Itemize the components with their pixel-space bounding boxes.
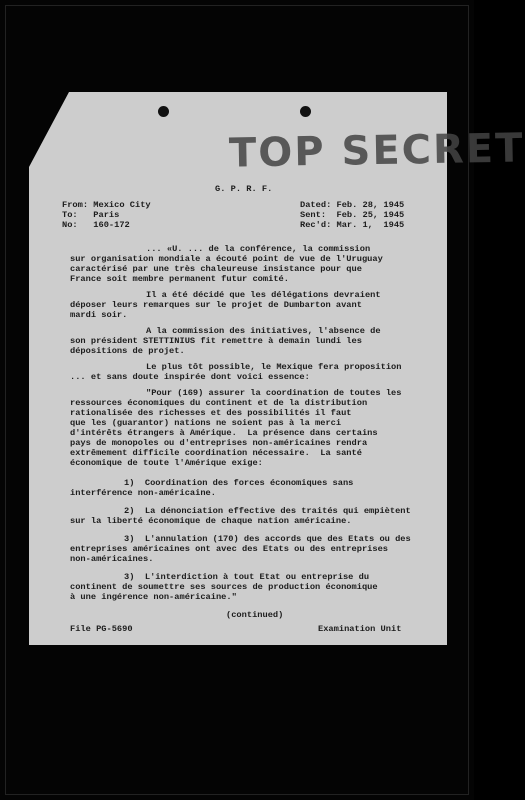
body-line: 1) Coordination des forces économiques sans [124,478,354,488]
body-line: interférence non-américaine. [70,488,216,498]
body-line: caractérisé par une très chaleureuse insistance pour que [70,264,362,274]
body-line: à une ingérence non-américaine." [70,592,237,602]
body-line: son président STETTINIUS fit remettre à demain lundi les [70,336,362,346]
body-line: 3) L'annulation (170) des accords que des Etats ou des [124,534,411,544]
number-line: No: 160-172 [62,220,130,230]
body-line: que les (guarantor) nations ne soient pas à la merci [70,418,342,428]
body-line: Le plus tôt possible, le Mexique fera proposition [146,362,402,372]
body-line: extrêmement difficile coordination nécessaire. La santé [70,448,362,458]
continued-label: (continued) [226,610,284,620]
body-line: ... «U. ... de la conférence, la commission [146,244,371,254]
dated-line: Dated: Feb. 28, 1945 [300,200,405,210]
body-line: d'intérêts étrangers à Amérique. La présence dans certains [70,428,378,438]
body-line: déposer leurs remarques sur le projet de Dumbarton avant [70,300,362,310]
body-line: sur organisation mondiale a écouté point de vue de l'Uruguay [70,254,383,264]
body-line: ressources économiques du continent et de la distribution [70,398,368,408]
body-line: non-américaines. [70,554,154,564]
body-line: pays de monopoles ou d'entreprises non-américaines rendra [70,438,368,448]
body-line: sur la liberté économique de chaque nation américaine. [70,516,352,526]
body-line: "Pour (169) assurer la coordination de toutes les [146,388,402,398]
body-line: dépositions de projet. [70,346,185,356]
punch-hole-right [300,106,311,117]
punch-hole-left [158,106,169,117]
examination-unit: Examination Unit [318,624,402,634]
header-code: G. P. R. F. [215,184,273,194]
body-line: rationalisée des richesses et des possibilités il faut [70,408,352,418]
body-line: mardi soir. [70,310,128,320]
body-line: France soit membre permanent futur comité. [70,274,289,284]
from-line: From: Mexico City [62,200,151,210]
top-secret-stamp: TOP SECRET [228,125,525,177]
sent-line: Sent: Feb. 25, 1945 [300,210,405,220]
body-line: A la commission des initiatives, l'absence de [146,326,381,336]
file-reference: File PG-5690 [70,624,133,634]
to-line: To: Paris [62,210,120,220]
body-line: 3) L'interdiction à tout Etat ou entreprise du [124,572,370,582]
body-line: entreprises américaines ont avec des Etats ou des entreprises [70,544,389,554]
body-line: 2) La dénonciation effective des traités qui empiètent [124,506,411,516]
body-line: continent de soumettre ses sources de production économique [70,582,378,592]
body-line: ... et sans doute inspirée dont voici essence: [70,372,310,382]
body-line: Il a été décidé que les délégations devraient [146,290,381,300]
body-line: économique de toute l'Amérique exige: [70,458,263,468]
received-line: Rec'd: Mar. 1, 1945 [300,220,405,230]
